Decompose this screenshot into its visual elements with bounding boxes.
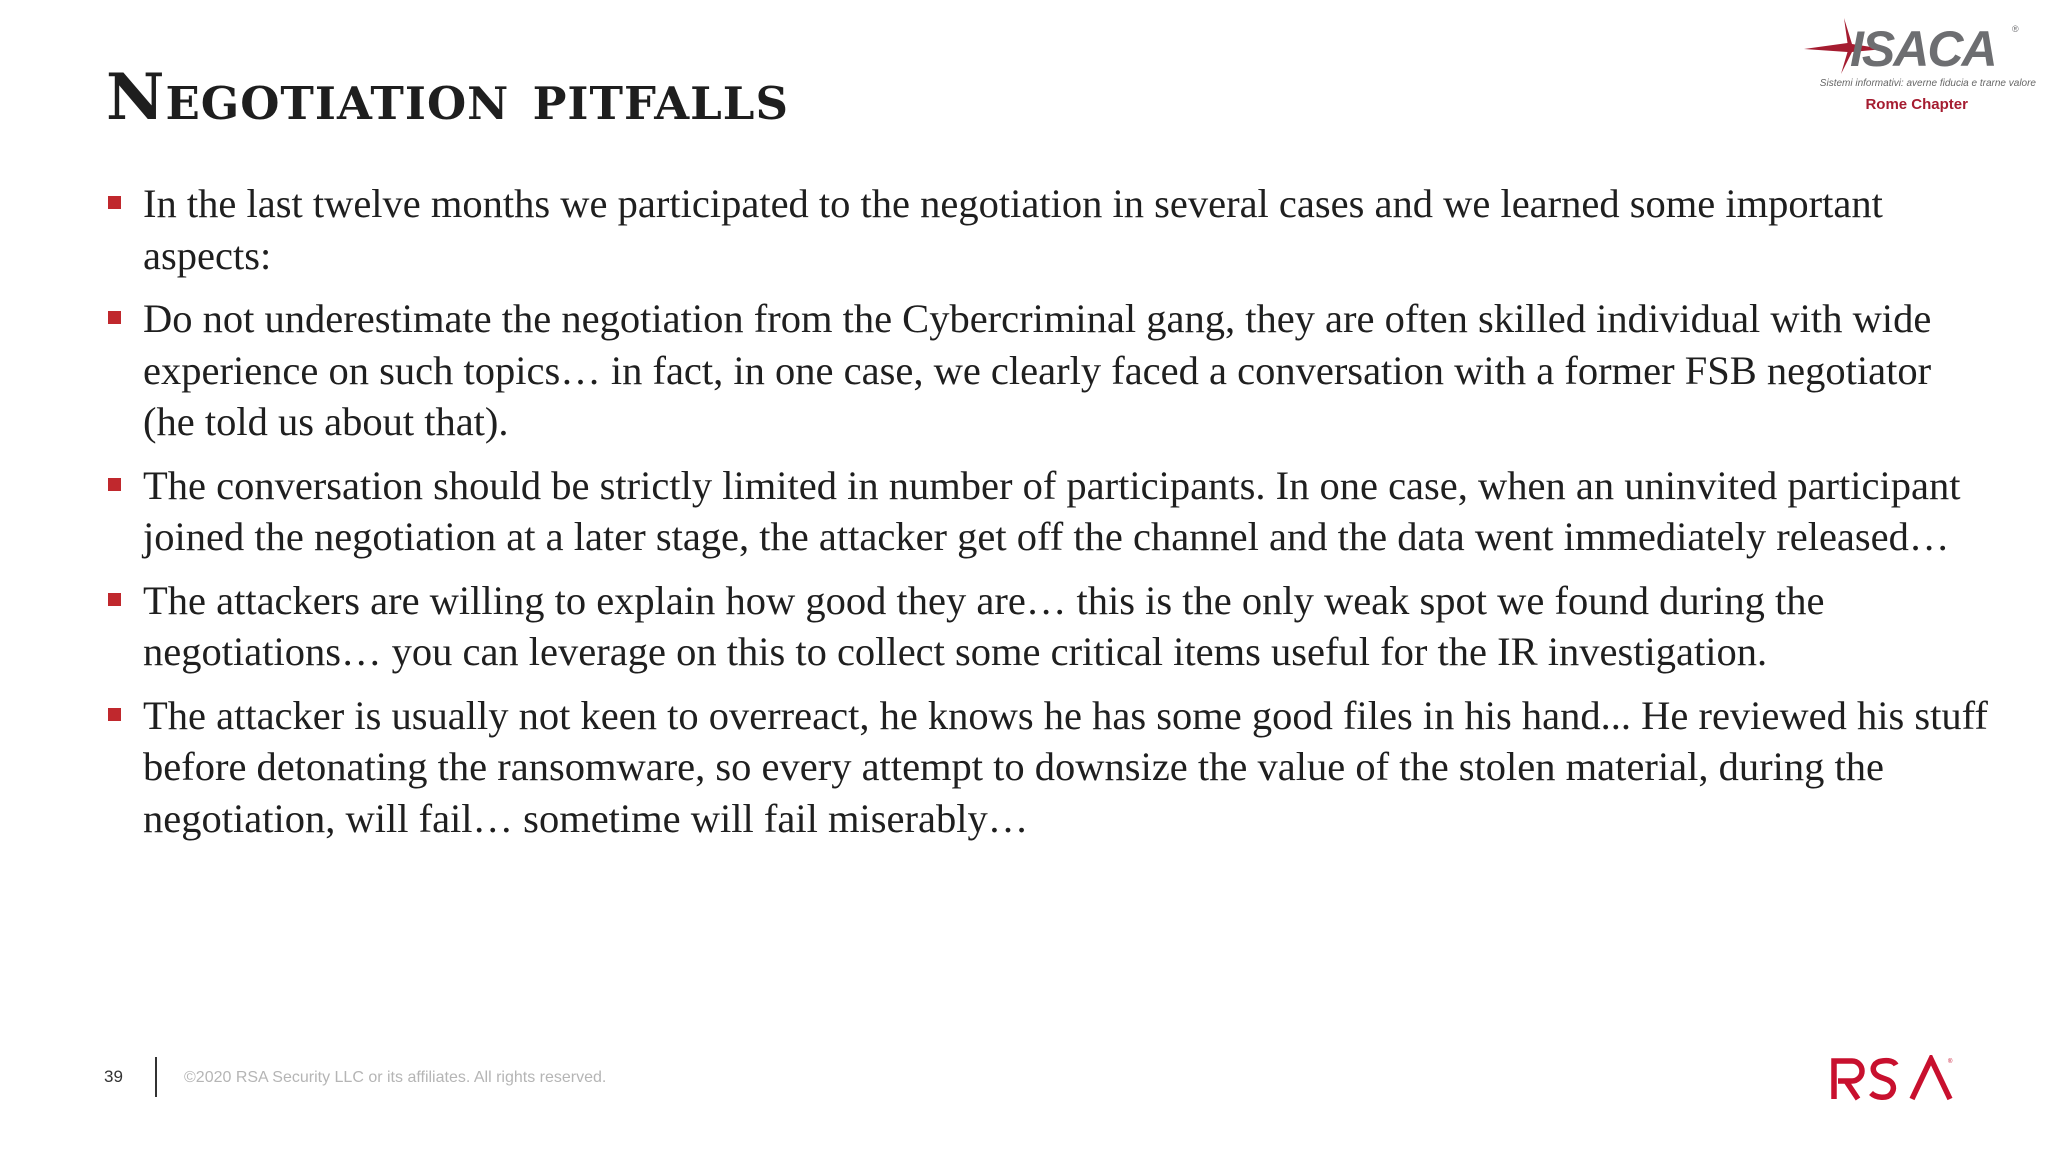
bullet-square-icon [108, 478, 121, 491]
isaca-logo [1800, 14, 2036, 124]
svg-text:®: ® [2012, 24, 2019, 34]
bullet-item [108, 178, 1988, 281]
footer-divider [155, 1057, 157, 1097]
bullet-list [108, 178, 1988, 856]
isaca-mark-icon [1800, 14, 2036, 76]
slide-title: Negotiation pitfalls [106, 60, 789, 135]
isaca-chapter: Rome Chapter [1865, 96, 1968, 113]
page-number: 39 [104, 1067, 123, 1086]
bullet-text: The conversation should be strictly limited in number of participants. In one case, when an uninvited participant joined the negotiation at a later stage, the attacker get off the channel and the data went immediately released… [143, 462, 1961, 559]
bullet-square-icon [108, 593, 121, 606]
bullet-text: The attacker is usually not keen to overreact, he knows he has some good files in his hand... He reviewed his stuff before detonating the ransomware, so every attempt to downsize the value of the stolen material, during the negotiation, will fail… sometime will fail miserably… [143, 692, 1988, 841]
bullet-square-icon [108, 708, 121, 721]
isaca-tagline: Sistemi informativi: averne fiducia e trarne valore [1819, 78, 2036, 89]
bullet-text: The attackers are willing to explain how good they are… this is the only weak spot we found during the negotiations… you can leverage on this to collect some critical items useful for the IR investigation. [143, 577, 1825, 674]
svg-text:®: ® [1948, 1059, 1953, 1065]
rsa-logo [1830, 1055, 1954, 1101]
bullet-square-icon [108, 196, 121, 209]
bullet-item [108, 460, 1988, 563]
bullet-square-icon [108, 311, 121, 324]
bullet-item [108, 690, 1988, 845]
svg-text:ISACA: ISACA [1850, 21, 1996, 76]
copyright-notice: ©2020 RSA Security LLC or its affiliates. All rights reserved. [184, 1069, 607, 1086]
bullet-item [108, 293, 1988, 448]
bullet-item [108, 575, 1988, 678]
bullet-text: Do not underestimate the negotiation from the Cybercriminal gang, they are often skilled individual with wide experience on such topics… in fact, in one case, we clearly faced a conversation with a former FSB negotiator (he told us about that). [143, 296, 1932, 444]
bullet-text: In the last twelve months we participated to the negotiation in several cases and we learned some important aspects: [143, 181, 1883, 278]
